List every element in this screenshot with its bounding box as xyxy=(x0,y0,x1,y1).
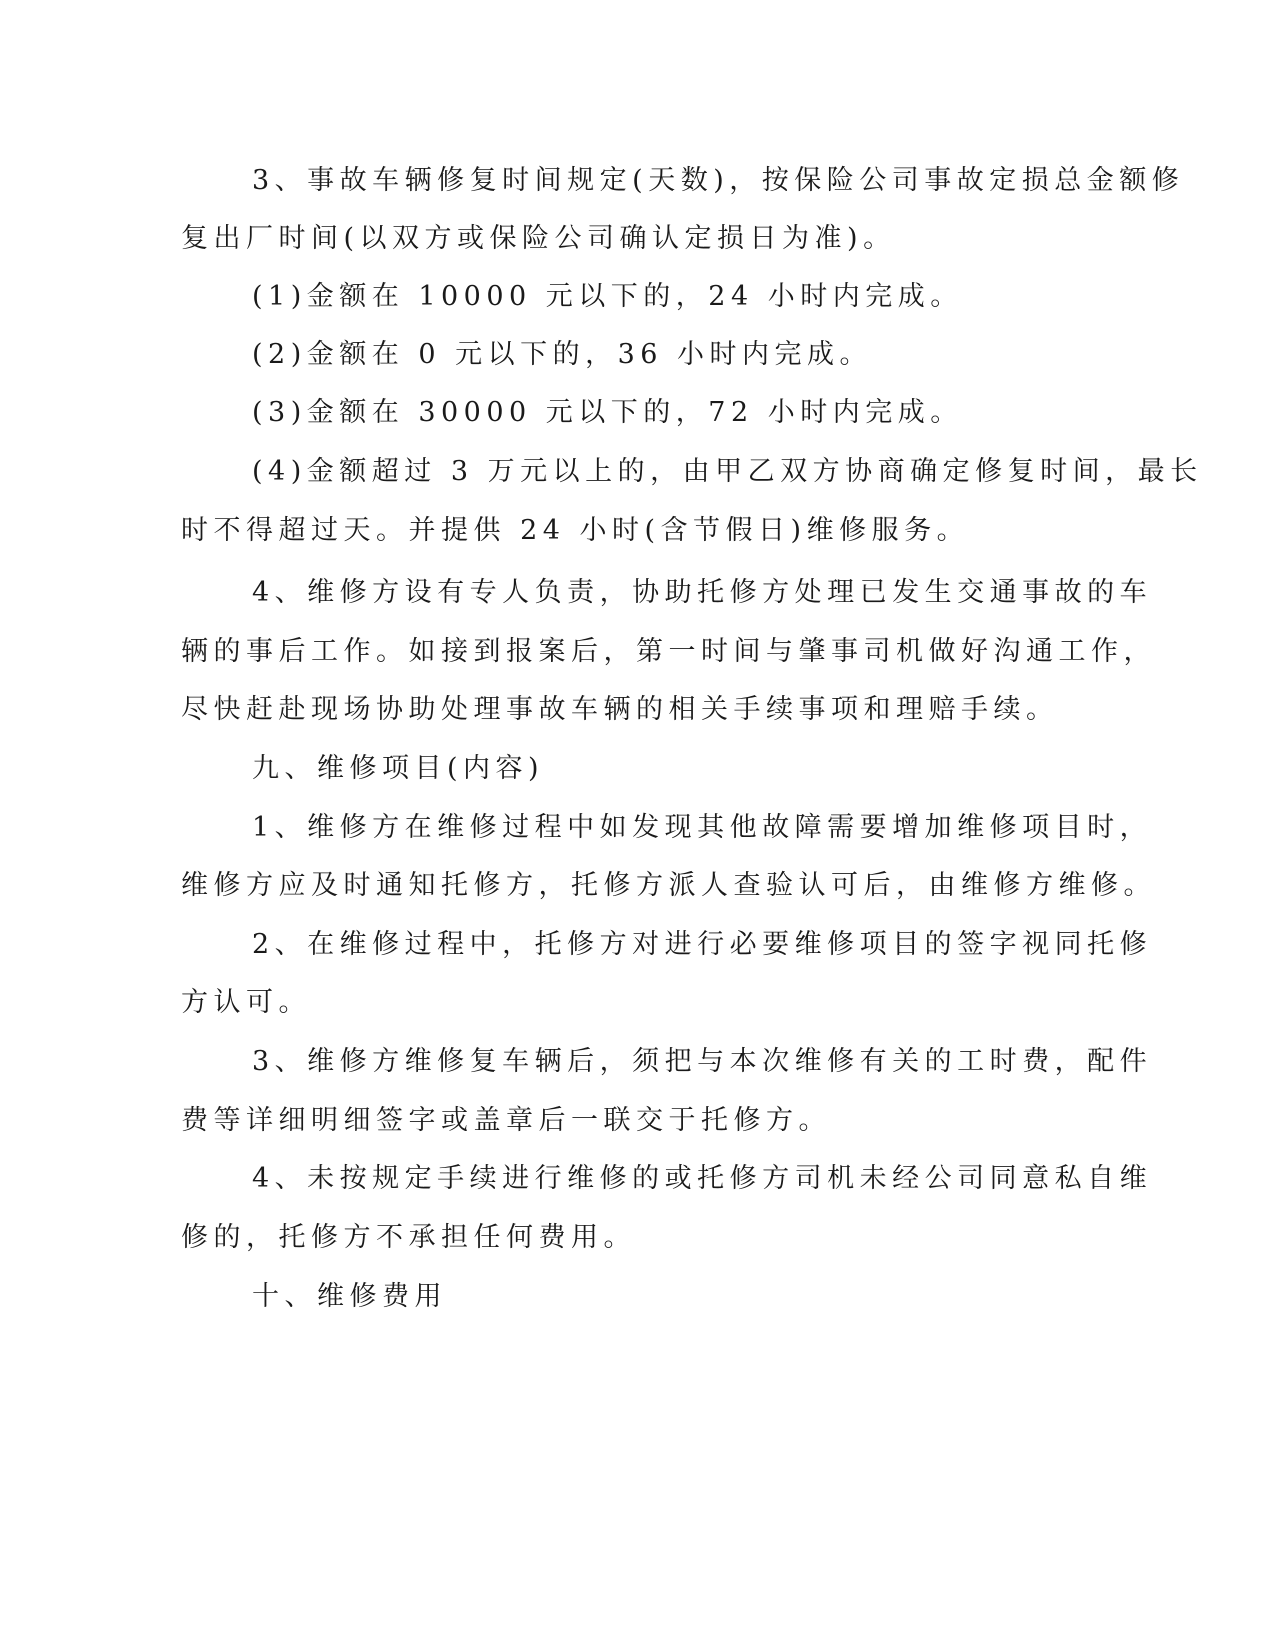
paragraph-line: 复出厂时间(以双方或保险公司确认定损日为准)。 xyxy=(181,223,896,254)
paragraph-line: 3、事故车辆修复时间规定(天数)，按保险公司事故定损总金额修 xyxy=(252,165,1185,196)
paragraph-line: 修的，托修方不承担任何费用。 xyxy=(181,1222,636,1253)
paragraph-line: 时不得超过天。并提供 24 小时(含节假日)维修服务。 xyxy=(181,515,970,546)
paragraph-line: (1)金额在 10000 元以下的，24 小时内完成。 xyxy=(252,281,963,312)
paragraph-line: 1、维修方在维修过程中如发现其他故障需要增加维修项目时， xyxy=(252,812,1153,843)
paragraph-line: (2)金额在 0 元以下的，36 小时内完成。 xyxy=(252,339,873,370)
paragraph-line: 辆的事后工作。如接到报案后，第一时间与肇事司机做好沟通工作， xyxy=(181,636,1156,667)
paragraph-line: 4、未按规定手续进行维修的或托修方司机未经公司同意私自维 xyxy=(252,1163,1153,1194)
paragraph-line: (4)金额超过 3 万元以上的，由甲乙双方协商确定修复时间，最长 xyxy=(252,456,1203,487)
section-heading: 十、维修费用 xyxy=(252,1281,447,1312)
paragraph-line: 3、维修方维修复车辆后，须把与本次维修有关的工时费，配件 xyxy=(252,1046,1153,1077)
paragraph-line: 费等详细明细签字或盖章后一联交于托修方。 xyxy=(181,1105,831,1136)
paragraph-line: 方认可。 xyxy=(181,987,311,1018)
paragraph-line: 4、维修方设有专人负责，协助托修方处理已发生交通事故的车 xyxy=(252,577,1153,608)
paragraph-line: (3)金额在 30000 元以下的，72 小时内完成。 xyxy=(252,397,963,428)
section-heading: 九、维修项目(内容) xyxy=(252,753,545,784)
paragraph-line: 2、在维修过程中，托修方对进行必要维修项目的签字视同托修 xyxy=(252,929,1153,960)
paragraph-line: 尽快赶赴现场协助处理事故车辆的相关手续事项和理赔手续。 xyxy=(181,694,1059,725)
paragraph-line: 维修方应及时通知托修方，托修方派人查验认可后，由维修方维修。 xyxy=(181,870,1156,901)
